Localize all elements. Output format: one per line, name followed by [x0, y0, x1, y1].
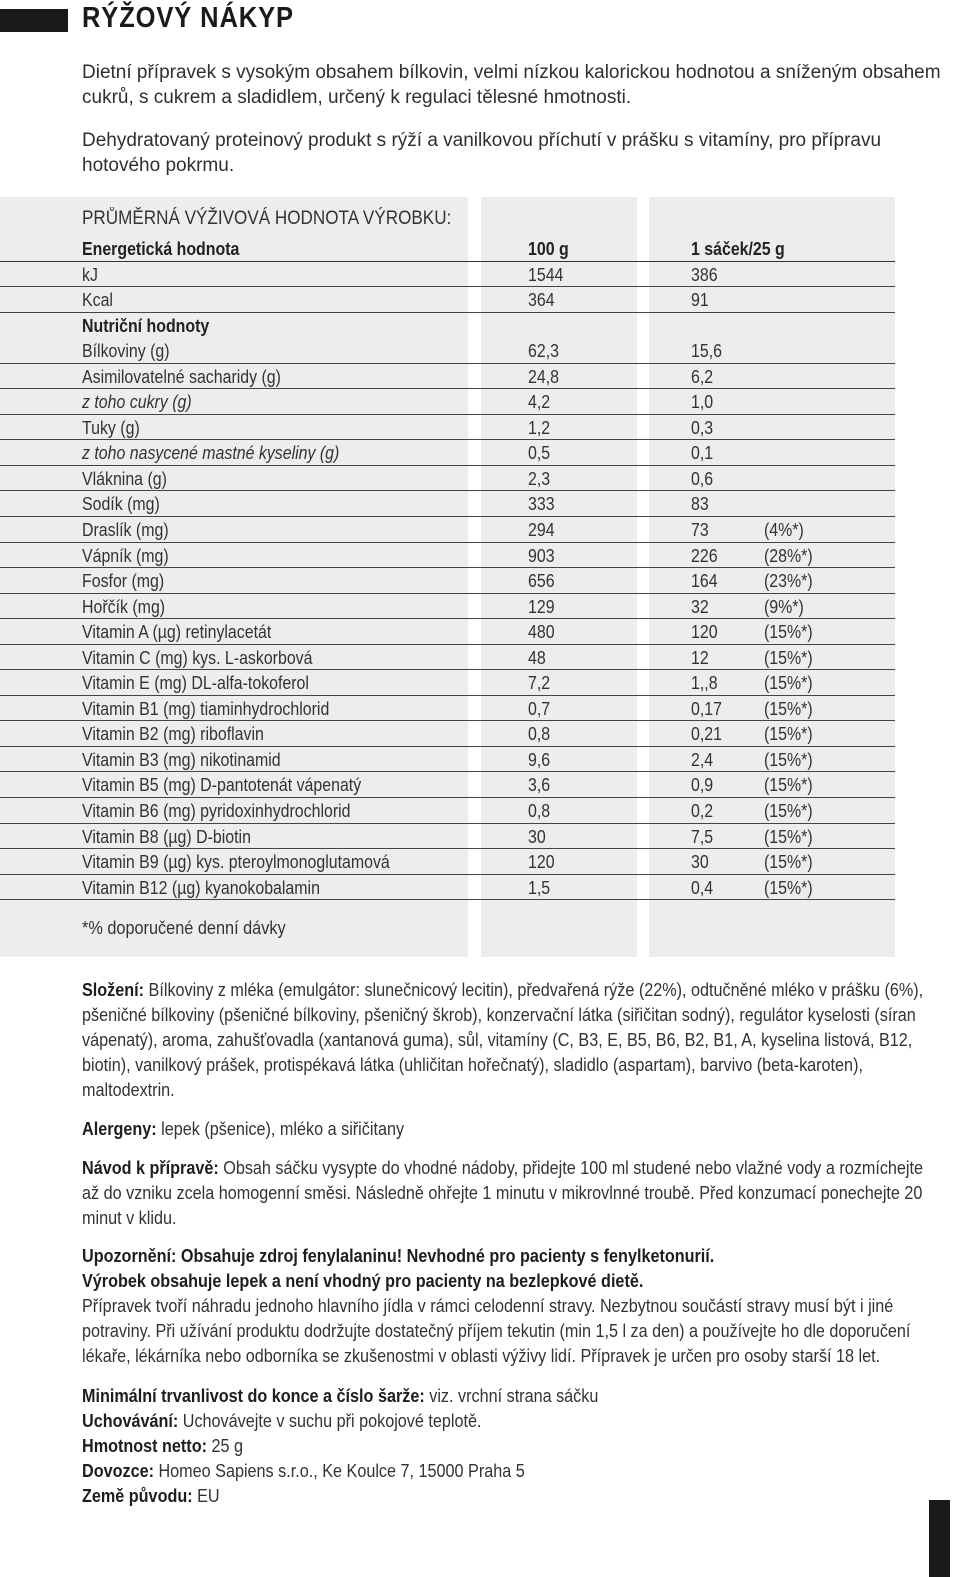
row-label: Fosfor (mg)	[82, 570, 165, 592]
row-value-sachet: 0,3	[691, 416, 714, 438]
row-value-100g: 1,2	[528, 416, 551, 438]
row-value-sachet: 6,2	[691, 365, 714, 387]
row-value-100g: 30	[528, 825, 546, 847]
composition-label: Složení:	[82, 979, 145, 1000]
allergens-label: Alergeny:	[82, 1118, 157, 1139]
row-rdi: (15%*)	[764, 723, 813, 745]
table-row	[0, 262, 895, 288]
table-row	[0, 747, 895, 773]
title-bar-decoration	[0, 9, 68, 32]
row-label: Nutriční hodnoty	[82, 314, 210, 336]
warning-phenylalanine: Upozornění: Obsahuje zdroj fenylalaninu! Nevhodné pro pacienty s fenylketonurií.	[82, 1245, 715, 1266]
table-row	[0, 619, 895, 645]
row-value-100g: 1,5	[528, 876, 551, 898]
row-rdi: (15%*)	[764, 876, 813, 898]
nutrition-table	[0, 236, 895, 900]
row-value-sachet: 1,,8	[691, 672, 718, 694]
row-label: z toho nasycené mastné kyseliny (g)	[82, 442, 340, 464]
preparation-label: Návod k přípravě:	[82, 1157, 219, 1178]
preparation-section	[82, 1155, 942, 1230]
nutrition-table-header	[0, 236, 895, 262]
warning-gluten: Výrobek obsahuje lepek a není vhodný pro pacienty na bezlepkové dietě.	[82, 1270, 644, 1291]
importer-label: Dovozce:	[82, 1460, 154, 1481]
table-row	[0, 440, 895, 466]
row-value-100g: 48	[528, 646, 546, 668]
row-value-100g: 9,6	[528, 748, 551, 770]
row-value-sachet: 91	[691, 289, 709, 311]
rdi-footnote: *% doporučené denní dávky	[82, 917, 286, 938]
row-value-100g: 333	[528, 493, 555, 515]
row-value-sachet: 120	[691, 621, 718, 643]
row-value-100g: 3,6	[528, 774, 551, 796]
row-value-sachet: 0,6	[691, 467, 714, 489]
row-value-sachet: 7,5	[691, 825, 714, 847]
row-value-sachet: 15,6	[691, 340, 722, 362]
row-label: Vitamin B6 (mg) pyridoxinhydrochlorid	[82, 800, 351, 822]
row-value-100g: 0,5	[528, 442, 551, 464]
warning-section	[82, 1243, 942, 1368]
row-value-sachet: 0,21	[691, 723, 722, 745]
row-rdi: (15%*)	[764, 800, 813, 822]
row-value-sachet: 73	[691, 519, 709, 541]
row-label: Kcal	[82, 289, 113, 311]
row-label: Vitamin B3 (mg) nikotinamid	[82, 748, 281, 770]
row-value-sachet: 164	[691, 570, 718, 592]
row-label: Vláknina (g)	[82, 467, 167, 489]
row-rdi: (15%*)	[764, 774, 813, 796]
row-label: Vitamin B12 (µg) kyanokobalamin	[82, 876, 320, 898]
row-value-sachet: 32	[691, 595, 709, 617]
table-row	[0, 568, 895, 594]
table-row	[0, 696, 895, 722]
row-label: Vitamin E (mg) DL-alfa-tokoferol	[82, 672, 309, 694]
table-row	[0, 849, 895, 875]
composition-text: Bílkoviny z mléka (emulgátor: slunečnicový lecitin), předvařená rýže (22%), odtučněné mléko v prášku (6%), pšeničné bílkoviny (pšeničné bílkoviny, pšeničný škrob), konzervační látka (siřičitan sodný), regulátor kyselosti (síran vápenatý), aroma, zahušťovadla (xantanová guma), sůl, vitamíny (C, B3, E, B5, B6, B2, B1, A, kyselina listová, B12, biotin), vanilkový prášek, protispékavá látka (uhličitan hořečnatý), sladidlo (aspartam), barvivo (beta-karoten), maltodextrin.	[82, 979, 924, 1100]
row-label: Vápník (mg)	[82, 544, 169, 566]
row-value-100g: 4,2	[528, 391, 551, 413]
row-label: Draslík (mg)	[82, 519, 169, 541]
intro-description: Dietní přípravek s vysokým obsahem bílkovin, velmi nízkou kalorickou hodnotou a sníženým obsahem cukrů, s cukrem a sladidlem, určený k regulaci tělesné hmotnosti.	[82, 62, 941, 108]
table-row	[0, 338, 895, 364]
table-row	[0, 517, 895, 543]
row-value-100g: 294	[528, 519, 555, 541]
row-value-100g: 480	[528, 621, 555, 643]
header-energy: Energetická hodnota	[82, 238, 240, 259]
table-row	[0, 364, 895, 390]
row-value-sachet: 1,0	[691, 391, 714, 413]
row-label: Vitamin A (µg) retinylacetát	[82, 621, 272, 643]
row-value-100g: 24,8	[528, 365, 559, 387]
shelf-life-value: viz. vrchní strana sáčku	[429, 1385, 599, 1406]
storage-value: Uchovávejte v suchu při pokojové teplotě.	[182, 1410, 482, 1431]
row-rdi: (4%*)	[764, 519, 804, 541]
row-value-100g: 903	[528, 544, 555, 566]
row-label: Asimilovatelné sacharidy (g)	[82, 365, 281, 387]
row-value-100g: 120	[528, 851, 555, 873]
row-value-100g: 62,3	[528, 340, 559, 362]
row-value-100g: 0,8	[528, 800, 551, 822]
table-row	[0, 772, 895, 798]
origin-label: Země původu:	[82, 1485, 193, 1506]
table-row	[0, 721, 895, 747]
table-row	[0, 824, 895, 850]
table-row	[0, 466, 895, 492]
row-value-100g: 0,7	[528, 697, 551, 719]
product-title: RÝŽOVÝ NÁKYP	[82, 2, 294, 34]
row-label: Vitamin B1 (mg) tiaminhydrochlorid	[82, 697, 330, 719]
row-label: Hořčík (mg)	[82, 595, 166, 617]
row-rdi: (15%*)	[764, 851, 813, 873]
importer-value: Homeo Sapiens s.r.o., Ke Koulce 7, 15000 Praha 5	[158, 1460, 525, 1481]
row-label: Vitamin B5 (mg) D-pantotenát vápenatý	[82, 774, 362, 796]
table-row	[0, 594, 895, 620]
table-row	[0, 389, 895, 415]
row-value-sachet: 0,9	[691, 774, 714, 796]
row-label: Tuky (g)	[82, 416, 140, 438]
row-rdi: (9%*)	[764, 595, 804, 617]
row-value-100g: 0,8	[528, 723, 551, 745]
nutrition-heading: PRŮMĚRNÁ VÝŽIVOVÁ HODNOTA VÝROBKU:	[82, 208, 452, 229]
row-value-sachet: 12	[691, 646, 709, 668]
row-label: Vitamin B9 (µg) kys. pteroylmonoglutamová	[82, 851, 390, 873]
table-row	[0, 313, 895, 339]
table-row	[0, 543, 895, 569]
table-row	[0, 491, 895, 517]
row-label: kJ	[82, 263, 98, 285]
row-value-sachet: 0,2	[691, 800, 714, 822]
row-label: Vitamin C (mg) kys. L-askorbová	[82, 646, 313, 668]
table-row	[0, 798, 895, 824]
row-label: Sodík (mg)	[82, 493, 160, 515]
row-value-100g: 7,2	[528, 672, 551, 694]
row-value-sachet: 83	[691, 493, 709, 515]
intro-product-type: Dehydratovaný proteinový produkt s rýží a vanilkovou příchutí v prášku s vitamíny, pro přípravu hotového pokrmu.	[82, 130, 882, 176]
origin-value: EU	[197, 1485, 220, 1506]
row-value-sachet: 0,4	[691, 876, 714, 898]
table-row	[0, 287, 895, 313]
row-rdi: (15%*)	[764, 697, 813, 719]
row-rdi: (15%*)	[764, 825, 813, 847]
allergens-section	[82, 1116, 942, 1141]
table-row	[0, 645, 895, 671]
row-rdi: (15%*)	[764, 672, 813, 694]
row-label: z toho cukry (g)	[82, 391, 192, 413]
table-row	[0, 670, 895, 696]
row-value-sachet: 0,17	[691, 697, 722, 719]
warning-text: Přípravek tvoří náhradu jednoho hlavního jídla v rámci celodenní stravy. Nezbytnou součástí stravy musí být i jiné potraviny. Při užívání produktu dodržujte dostatečný příjem tekutin (min 1,5 l za den) a používejte ho dle doporučení lékaře, lékárníka nebo odborníka se zkušenostmi v oblasti výživy lidí. Přípravek je určen pro osoby starší 18 let.	[82, 1295, 911, 1366]
row-value-100g: 2,3	[528, 467, 551, 489]
row-value-100g: 1544	[528, 263, 564, 285]
row-label: Vitamin B8 (µg) D-biotin	[82, 825, 251, 847]
allergens-text: lepek (pšenice), mléko a siřičitany	[161, 1118, 405, 1139]
row-value-sachet: 30	[691, 851, 709, 873]
row-label: Vitamin B2 (mg) riboflavin	[82, 723, 264, 745]
row-value-sachet: 386	[691, 263, 718, 285]
row-value-100g: 129	[528, 595, 555, 617]
row-rdi: (23%*)	[764, 570, 813, 592]
row-label: Bílkoviny (g)	[82, 340, 170, 362]
table-row	[0, 415, 895, 441]
row-rdi: (15%*)	[764, 748, 813, 770]
net-weight-label: Hmotnost netto:	[82, 1435, 207, 1456]
header-per-sachet: 1 sáček/25 g	[691, 238, 785, 259]
row-value-sachet: 2,4	[691, 748, 714, 770]
storage-label: Uchovávání:	[82, 1410, 179, 1431]
shelf-life-label: Minimální trvanlivost do konce a číslo šarže:	[82, 1385, 425, 1406]
row-value-100g: 364	[528, 289, 555, 311]
header-per-100g: 100 g	[528, 238, 569, 259]
row-value-sachet: 0,1	[691, 442, 714, 464]
row-value-100g: 656	[528, 570, 555, 592]
preparation-text: Obsah sáčku vysypte do vhodné nádoby, přidejte 100 ml studené nebo vlažné vody a rozmíchejte až do vzniku zcela homogenní směsi. Následně ohřejte 1 minutu v mikrovlnné troubě. Před konzumací ponechejte 20 minut v klidu.	[82, 1157, 924, 1228]
row-rdi: (28%*)	[764, 544, 813, 566]
row-rdi: (15%*)	[764, 621, 813, 643]
row-value-sachet: 226	[691, 544, 718, 566]
row-rdi: (15%*)	[764, 646, 813, 668]
net-weight-value: 25 g	[211, 1435, 243, 1456]
table-row	[0, 875, 895, 901]
product-info-section	[82, 1383, 942, 1508]
right-edge-bar-decoration	[929, 1500, 950, 1577]
composition-section	[82, 977, 942, 1102]
